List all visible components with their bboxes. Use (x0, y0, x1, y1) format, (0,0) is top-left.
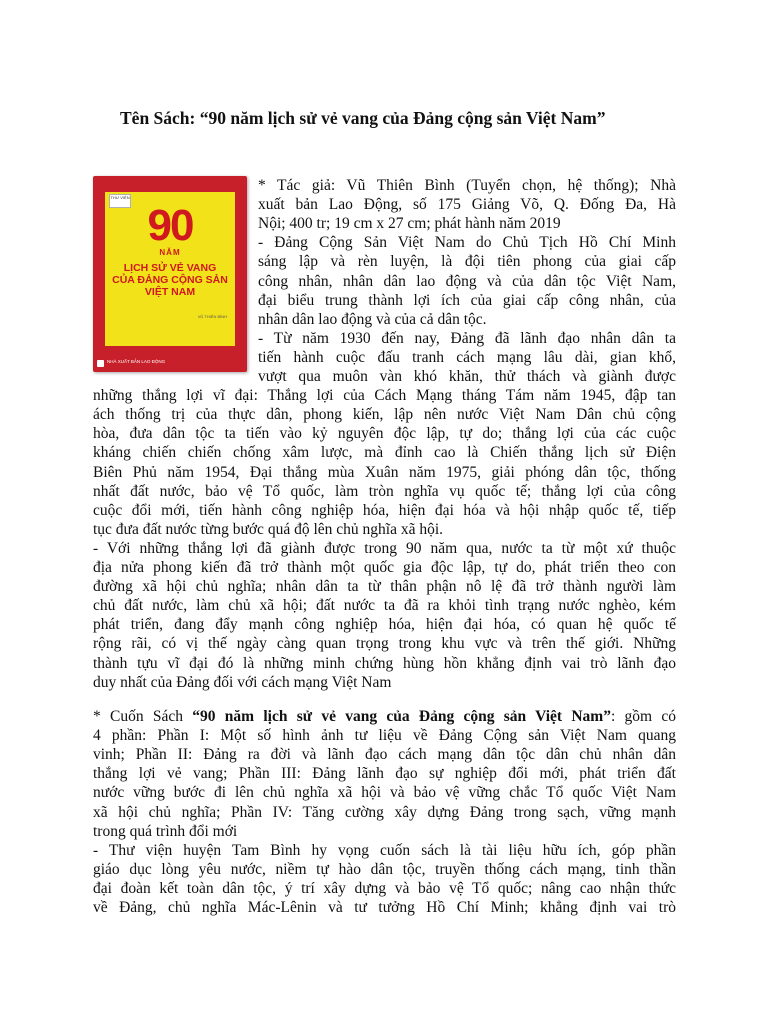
text-line: hòa, đưa dân tộc ta tiến vào kỷ nguyên độc lập, tự do; thắng lợi của các cuộc (93, 425, 676, 443)
text-line: công nhân, nhân dân lao động và của dân tộc Việt Nam, (258, 272, 676, 290)
book-cover-image (93, 176, 247, 372)
cuon-sach-suffix: : gồm có (610, 708, 676, 725)
text-line: tiến hành cuộc đấu tranh cách mạng lâu dài, gian khổ, (258, 348, 676, 366)
cover-nam: NĂM (159, 248, 181, 257)
text-line: Nội; 400 tr; 19 cm x 27 cm; phát hành năm 2019 (258, 215, 561, 233)
text-line: giáo dục lòng yêu nước, niềm tự hào dân tộc, truyền thống cách mạng, tinh thần (93, 860, 676, 878)
text-line: - Đảng Cộng Sản Việt Nam do Chủ Tịch Hồ Chí Minh (258, 234, 676, 252)
cover-number: 90 (147, 201, 193, 250)
text-line: sáng lập và rèn luyện, là đội tiên phong của giai cấp (258, 253, 676, 271)
text-line: kháng chiến chiến chống xâm lược, mà đỉnh cao là Chiến thắng lịch sử Điện (93, 444, 676, 462)
text-line: địa nửa phong kiến đã trở thành một quốc gia độc lập, tự do, phát triển theo con (93, 559, 676, 576)
text-line: thành tựu vĩ đại đó là những minh chứng hùng hồn khẳng định vai trò lãnh đạo (93, 654, 676, 672)
text-line: đại đoàn kết toàn dân tộc, ý trí xây dựng và bảo vệ Tổ quốc; nâng cao nhận thức (93, 879, 676, 897)
cuon-sach-title: “90 năm lịch sử vẻ vang của Đảng cộng sản Việt Nam” (192, 708, 611, 725)
text-line: nước vững bước đi lên chủ nghĩa xã hội và bảo vệ vững chắc Tổ quốc Việt Nam (93, 784, 676, 802)
library-stamp: THƯ VIỆN (109, 194, 131, 208)
text-line: xã hội chủ nghĩa; Phần IV: Tăng cường xây dựng Đảng trong sạch, vững mạnh (93, 803, 676, 821)
text-line: * Tác giả: Vũ Thiên Bình (Tuyển chọn, hệ thống); Nhà (258, 177, 676, 194)
text-line: chủ đất nước, làm chủ xã hội; đất nước ta đã ra khỏi tình trạng nước nghèo, kém (93, 597, 676, 615)
text-line: đại biểu trung thành lợi ích của giai cấp công nhân, của (258, 291, 676, 309)
text-line: duy nhất của Đảng đối với cách mạng Việt Nam (93, 673, 392, 691)
text-line: nhất đất nước, bảo vệ Tổ quốc, làm tròn nghĩa vụ quốc tế; thắng lợi của công (93, 482, 676, 500)
text-line: Biên Phủ năm 1954, Đại thắng mùa Xuân năm 1975, giải phóng dân tộc, thống (93, 463, 676, 481)
cover-publisher: NHÀ XUẤT BẢN LAO ĐỘNG (107, 359, 166, 364)
text-line: về Đảng, chủ nghĩa Mác-Lênin và tư tưởng Hồ Chí Minh; khẳng định vai trò (93, 899, 676, 916)
text-line: cuộc đổi mới, tiến hành công nghiệp hóa, hiện đại hóa và hội nhập quốc tế, tiếp (93, 501, 676, 519)
cover-line-3: VIỆT NAM (144, 286, 196, 298)
text-line: - Với những thắng lợi đã giành được trong 90 năm qua, nước ta từ một xứ thuộc (93, 539, 676, 557)
publisher-logo-icon (97, 360, 104, 367)
text-line: nhân dân lao động và của cả dân tộc. (258, 310, 487, 328)
text-line: ách thống trị của thực dân, phong kiến, lập nên nước Việt Nam Dân chủ cộng (93, 406, 676, 424)
text-line: rộng rãi, có vị thế ngày càng quan trọng trong khu vực và trên thế giới. Những (93, 635, 676, 653)
text-line: - Từ năm 1930 đến nay, Đảng đã lãnh đạo nhân dân ta (258, 329, 676, 347)
cuon-sach-prefix: * Cuốn Sách (93, 708, 193, 725)
book-cover-panel (105, 192, 235, 346)
text-line: - Thư viện huyện Tam Bình hy vọng cuốn sách là tài liệu hữu ích, góp phần (93, 841, 676, 859)
cuon-sach-line (93, 707, 676, 726)
text-line: những thắng lợi vĩ đại: Thắng lợi của Cách Mạng tháng Tám năm 1945, đập tan (93, 387, 676, 405)
page-title: Tên Sách: “90 năm lịch sử vẻ vang của Đảng cộng sản Việt Nam” (120, 108, 606, 128)
title-label: Tên Sách (120, 108, 190, 128)
text-line: phát triển, đang đẩy mạnh công nghiệp hóa, hiện đại hóa, có quan hệ quốc tế (93, 616, 676, 634)
text-line: vượt qua muôn vàn khó khăn, thử thách và giành được (258, 368, 676, 385)
text-line: vinh; Phần II: Đảng ra đời và lãnh đạo cách mạng dân tộc dân chủ nhân dân (93, 746, 676, 764)
text-line: tục đưa đất nước từng bước quá độ lên chủ nghĩa xã hội. (93, 520, 444, 538)
text-line: trong quá trình đổi mới (93, 822, 238, 840)
text-line: đường xã hội chủ nghĩa; nhân dân ta từ thân phận nô lệ đã trở thành người làm (93, 578, 676, 596)
cover-author: VŨ THIÊN BÌNH (197, 314, 227, 319)
text-line: xuất bản Lao Động, số 175 Giảng Võ, Q. Đống Đa, Hà (258, 196, 676, 214)
text-line: 4 phần: Phần I: Một số hình ảnh tư liệu về Đảng Cộng sản Việt Nam quang (93, 727, 676, 745)
cover-line-1: LỊCH SỬ VẺ VANG (123, 262, 217, 274)
cover-line-2: CỦA ĐẢNG CỘNG SẢN (112, 274, 228, 286)
text-line: thắng lợi vẻ vang; Phần III: Đảng lãnh đạo sự nghiệp đổi mới, phát triển đất (93, 765, 676, 783)
title-book-name: “90 năm lịch sử vẻ vang của Đảng cộng sản Việt Nam” (199, 108, 606, 128)
